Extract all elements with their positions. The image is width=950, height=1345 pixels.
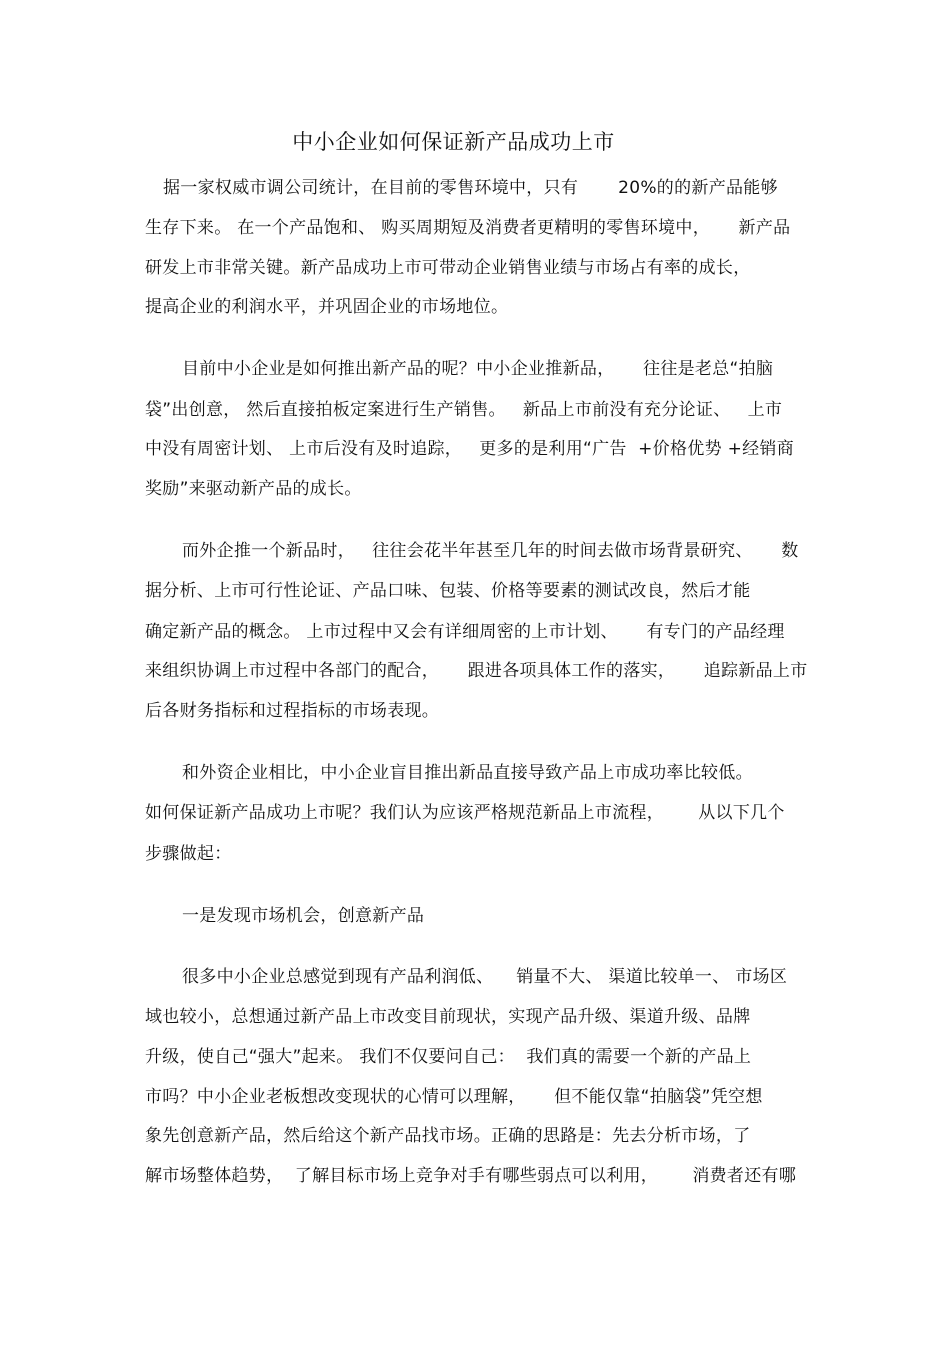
paragraph-line: 而外企推一个新品时， 往往会花半年甚至几年的时间去做市场背景研究、 数 <box>182 541 799 561</box>
paragraph-line: 研发上市非常关键。新产品成功上市可带动企业销售业绩与市场占有率的成长， <box>145 258 751 278</box>
paragraph-line: 确定新产品的概念。 上市过程中又会有详细周密的上市计划、 有专门的产品经理 <box>145 622 785 642</box>
paragraph-line: 很多中小企业总感觉到现有产品利润低、 销量不大、 渠道比较单一、 市场区 <box>182 967 788 987</box>
paragraph-line: 升级，使自己“强大”起来。 我们不仅要问自己： 我们真的需要一个新的产品上 <box>145 1047 752 1067</box>
paragraph-line: 步骤做起： <box>145 844 232 864</box>
paragraph-line: 据分析、上市可行性论证、产品口味、包装、价格等要素的测试改良，然后才能 <box>145 581 751 601</box>
paragraph-line: 中没有周密计划、 上市后没有及时追踪， 更多的是利用“广告 +价格优势 +经销商 <box>145 439 795 459</box>
paragraph-line: 如何保证新产品成功上市呢？我们认为应该严格规范新品上市流程， 从以下几个 <box>145 803 785 823</box>
paragraph-line: 市吗？中小企业老板想改变现状的心情可以理解， 但不能仅靠“拍脑袋”凭空想 <box>145 1087 763 1107</box>
paragraph-line: 提高企业的利润水平，并巩固企业的市场地位。 <box>145 297 509 317</box>
paragraph-line: 解市场整体趋势， 了解目标市场上竞争对手有哪些弱点可以利用， 消费者还有哪 <box>145 1166 797 1186</box>
section-heading: 一是发现市场机会，创意新产品 <box>182 906 425 926</box>
paragraph-line: 奖励”来驱动新产品的成长。 <box>145 479 362 499</box>
paragraph-line: 生存下来。 在一个产品饱和、 购买周期短及消费者更精明的零售环境中， 新产品 <box>145 218 791 238</box>
paragraph-line: 象先创意新产品，然后给这个新产品找市场。正确的思路是：先去分析市场，了 <box>145 1126 751 1146</box>
paragraph-line: 袋”出创意， 然后直接拍板定案进行生产销售。 新品上市前没有充分论证、 上市 <box>145 400 783 420</box>
paragraph-line: 来组织协调上市过程中各部门的配合， 跟进各项具体工作的落实， 追踪新品上市 <box>145 661 808 681</box>
paragraph-line: 目前中小企业是如何推出新产品的呢？中小企业推新品， 往往是老总“拍脑 <box>182 359 774 379</box>
paragraph-line: 和外资企业相比，中小企业盲目推出新品直接导致产品上市成功率比较低。 <box>182 763 753 783</box>
paragraph-line: 域也较小，总想通过新产品上市改变目前现状，实现产品升级、渠道升级、品牌 <box>145 1007 751 1027</box>
paragraph-line: 据一家权威市调公司统计，在目前的零售环境中，只有 20%的的新产品能够 <box>163 178 778 198</box>
document-title: 中小企业如何保证新产品成功上市 <box>292 130 615 154</box>
paragraph-line: 后各财务指标和过程指标的市场表现。 <box>145 701 440 721</box>
